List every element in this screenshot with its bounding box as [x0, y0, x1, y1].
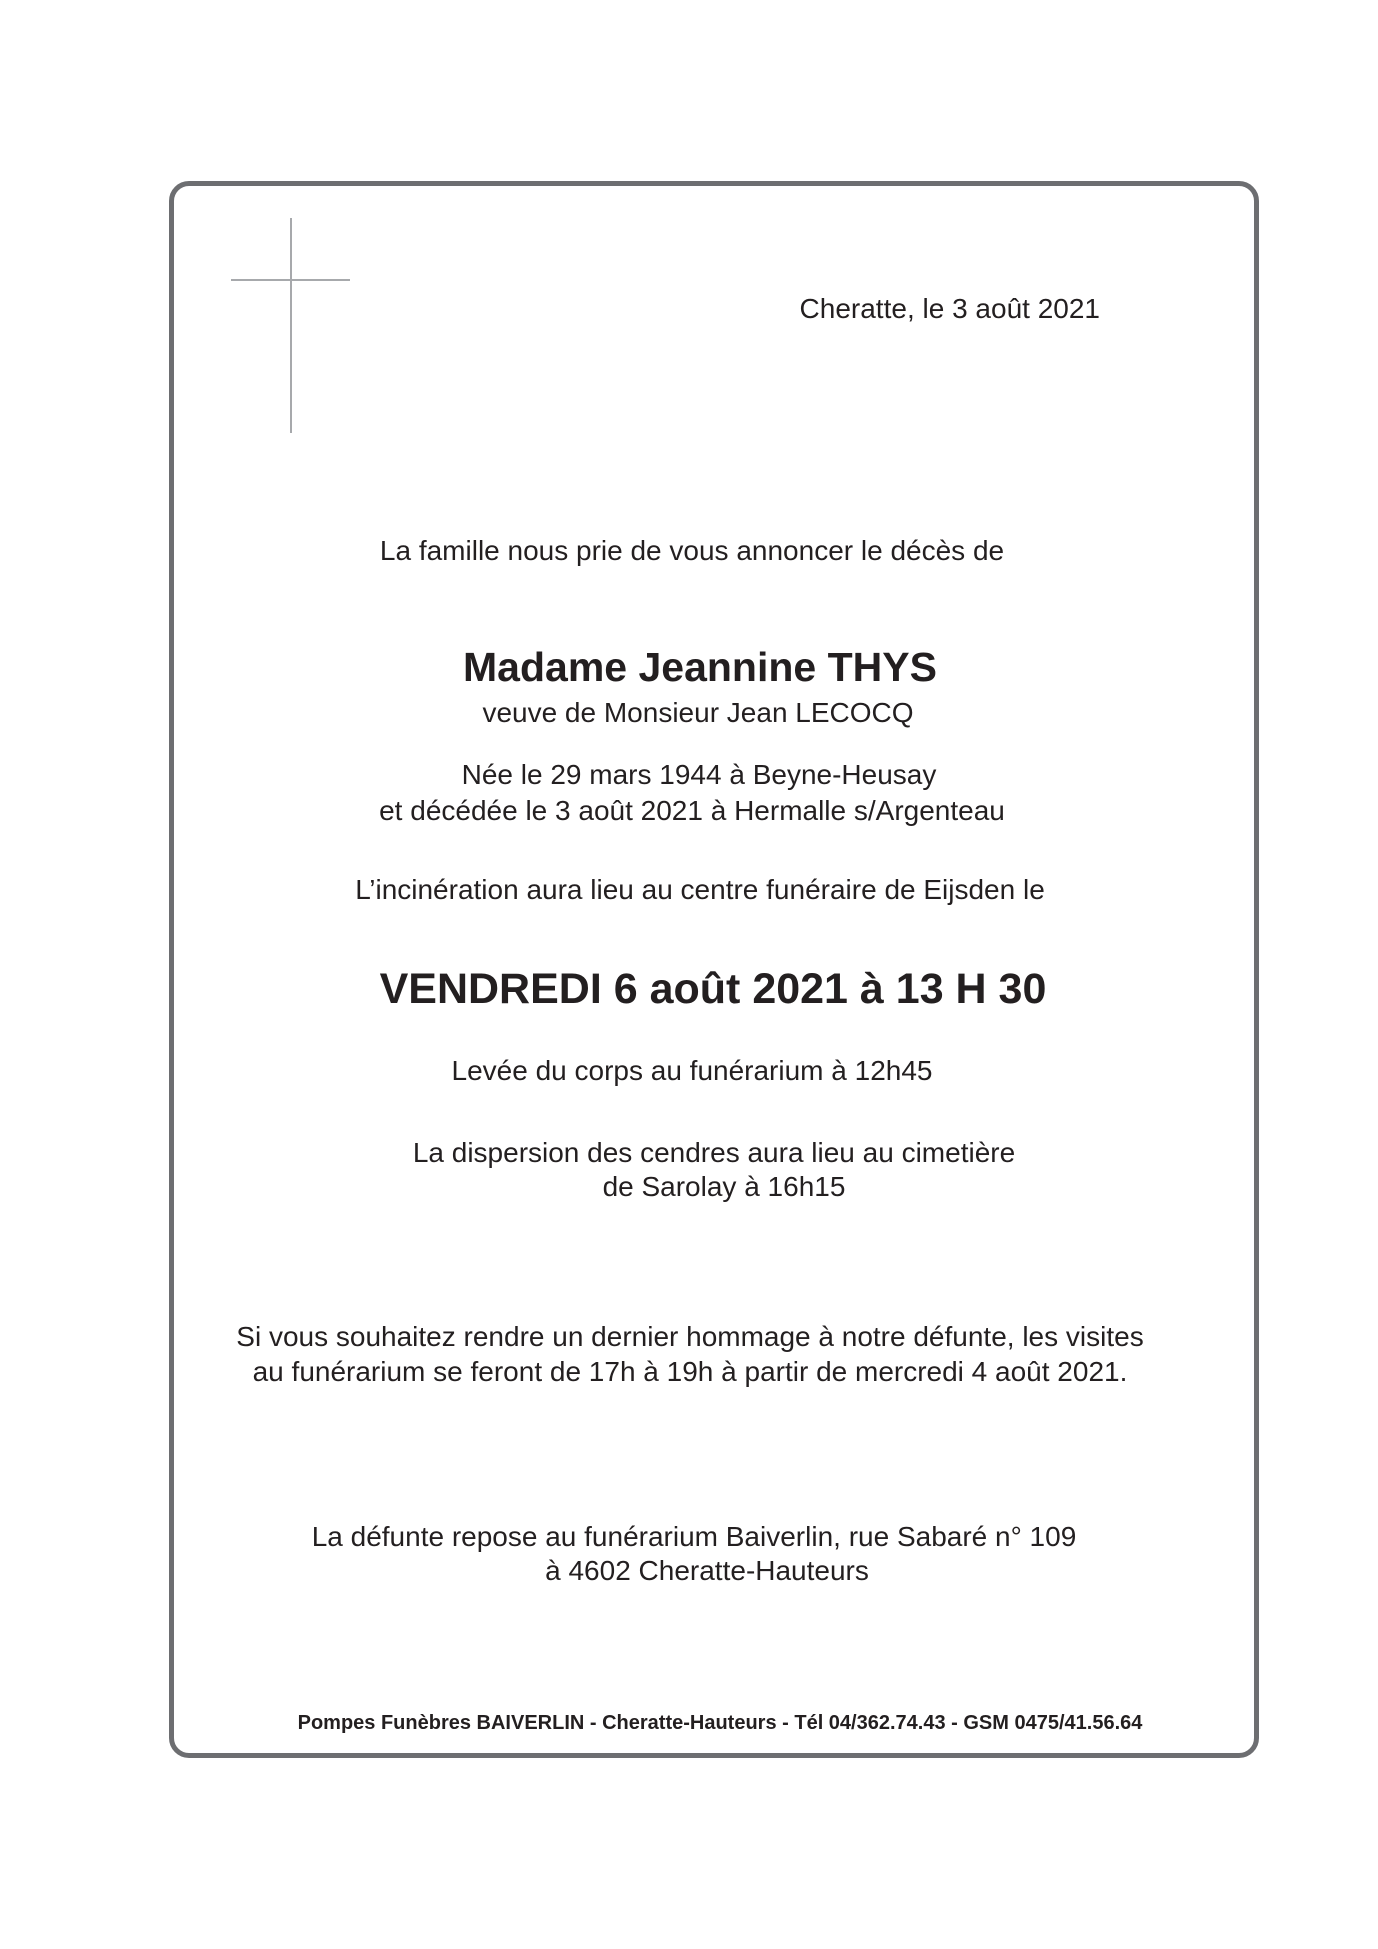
spouse-text: veuve de Monsieur Jean LECOCQ — [482, 697, 914, 728]
place-date: Cheratte, le 3 août 2021 — [799, 293, 1100, 324]
visits-line-1: Si vous souhaitez rendre un dernier hommage à notre défunte, les visites — [236, 1321, 1144, 1352]
cremation-intro: L’incinération aura lieu au centre funéraire de Eijsden le — [355, 874, 1045, 905]
visits-line-2: au funérarium se feront de 17h à 19h à partir de mercredi 4 août 2021. — [252, 1356, 1128, 1387]
rest-line-1: La défunte repose au funérarium Baiverlin, rue Sabaré n° 109 — [311, 1521, 1077, 1552]
death-text: et décédée le 3 août 2021 à Hermalle s/Argenteau — [379, 795, 1005, 826]
birth-text: Née le 29 mars 1944 à Beyne-Heusay — [461, 759, 937, 790]
rest-line-2: à 4602 Cheratte-Hauteurs — [545, 1555, 869, 1586]
ceremony-datetime: VENDREDI 6 août 2021 à 13 H 30 — [379, 965, 1047, 1013]
dispersion-line-1: La dispersion des cendres aura lieu au cimetière — [412, 1137, 1016, 1168]
departure-text: Levée du corps au funérarium à 12h45 — [451, 1055, 933, 1086]
cross-icon-bar — [231, 279, 350, 281]
intro-text: La famille nous prie de vous annoncer le décès de — [379, 535, 1005, 566]
dispersion-line-2: de Sarolay à 16h15 — [602, 1171, 846, 1202]
cross-icon — [290, 218, 292, 433]
funeral-home-footer: Pompes Funèbres BAIVERLIN - Cheratte-Hauteurs - Tél 04/362.74.43 - GSM 0475/41.56.64 — [297, 1712, 1143, 1734]
deceased-name: Madame Jeannine THYS — [463, 644, 937, 690]
